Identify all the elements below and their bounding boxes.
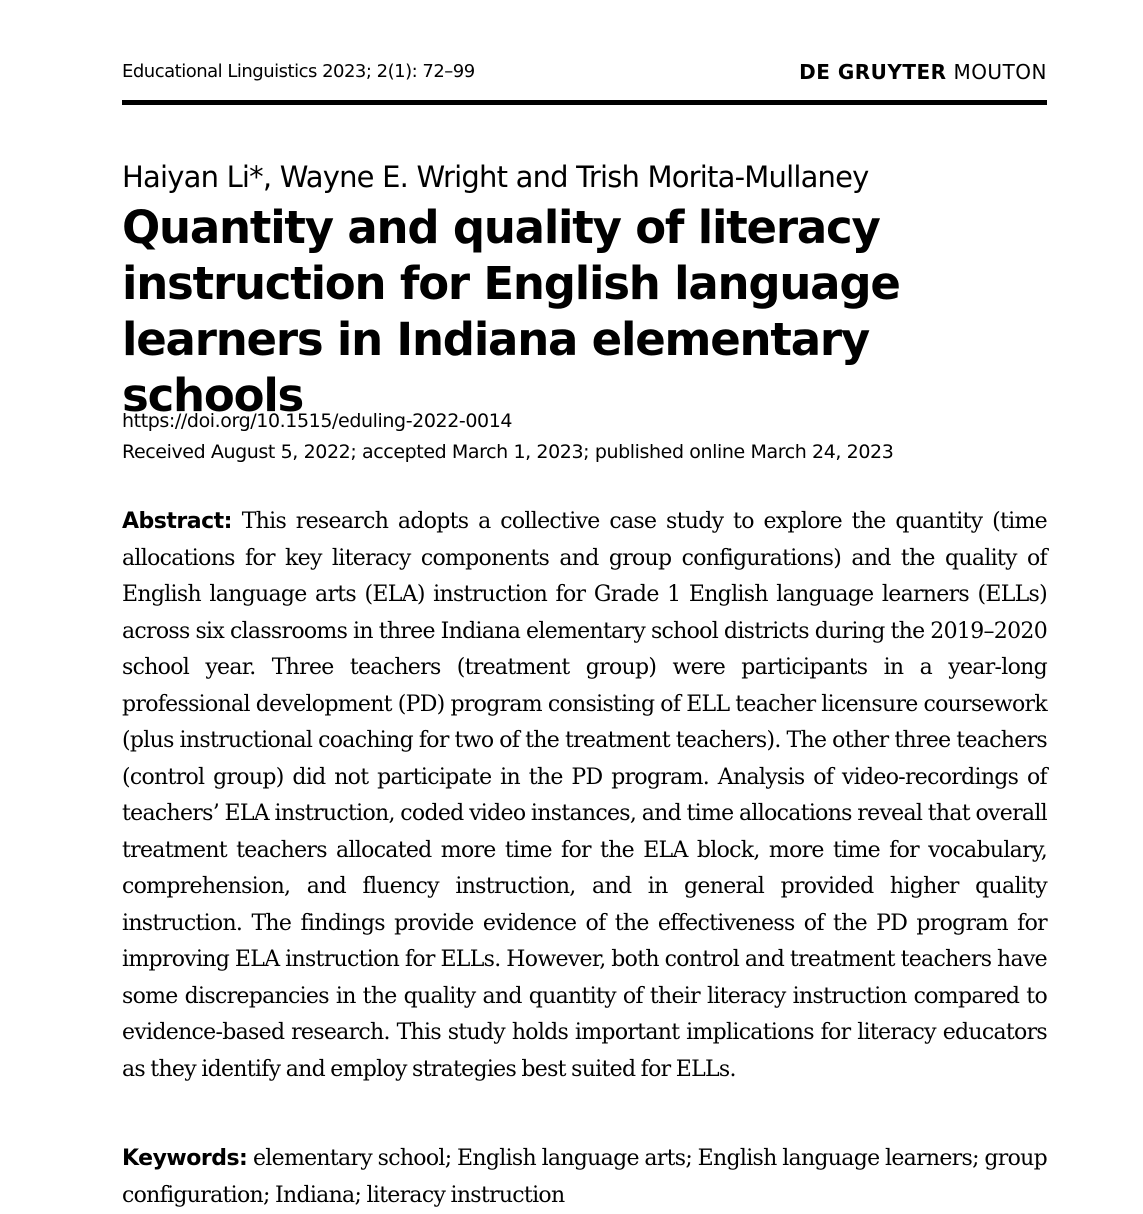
keywords-text: elementary school; English language arts; English language learners; group configuration; Indiana; literacy instruction [122, 1146, 1047, 1208]
header-rule [122, 100, 1047, 105]
abstract-label: Abstract: [122, 509, 232, 534]
author-list: Haiyan Li*, Wayne E. Wright and Trish Morita-Mullaney [122, 160, 869, 194]
abstract-text: This research adopts a collective case study to explore the quantity (time allocations for key literacy components and group configurations) and the quality of English language arts (ELA) instruction for Grade 1 English language learners (ELLs) across six classrooms in three Indiana elementary school districts during the 2019–2020 school year. Three teachers (treatment group) were participants in a year-long professional development (PD) program consisting of ELL teacher licensure coursework (plus instructional coaching for two of the treatment teachers). The other three teachers (control group) did not participate in the PD program. Analysis of video-recordings of teachers’ ELA instruction, coded video instances, and time allocations reveal that overall treatment teachers allocated more time for the ELA block, more time for vocabulary, comprehension, and fluency instruction, and in general provided higher quality instruction. The findings provide evidence of the effectiveness of the PD program for improving ELA instruction for ELLs. However, both control and treatment teachers have some discrepancies in the quality and quantity of their literacy instruction compared to evidence-based research. This study holds important implications for literacy educators as they identify and employ strategies best suited for ELLs. [122, 509, 1047, 1082]
publisher-name-bold: DE GRUYTER [799, 60, 947, 84]
running-header [122, 58, 1047, 88]
publication-dates: Received August 5, 2022; accepted March 1, 2023; published online March 24, 2023 [122, 441, 894, 463]
journal-citation: Educational Linguistics 2023; 2(1): 72–99 [122, 61, 475, 82]
doi-link[interactable]: https://doi.org/10.1515/eduling-2022-0014 [122, 410, 513, 432]
publisher-logo [799, 60, 1047, 84]
keywords-label: Keywords: [122, 1146, 248, 1171]
publisher-name-light: MOUTON [953, 60, 1047, 84]
abstract [122, 504, 1047, 1088]
keywords [122, 1141, 1047, 1214]
paper-page [122, 0, 1047, 1208]
article-title: Quantity and quality of literacy instruction for English language learners in Indiana elementary schools [122, 201, 900, 422]
article-metadata [122, 406, 893, 468]
